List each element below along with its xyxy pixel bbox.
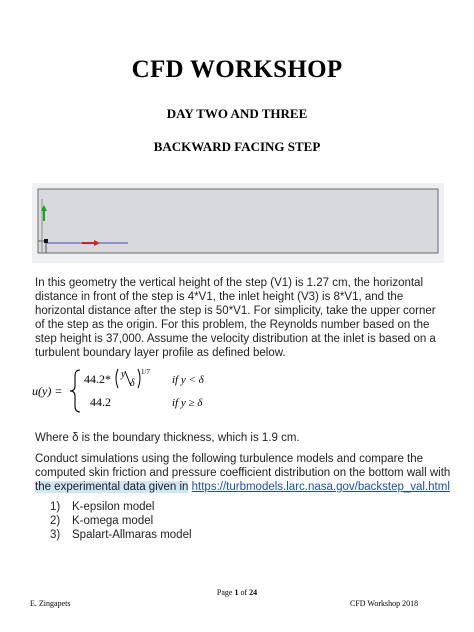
boundary-thickness-note: Where δ is the boundary thickness, which is 1.9 cm. [35,432,300,444]
equation-line1-condition: if y < δ [172,374,204,386]
subtitle-topic: BACKWARD FACING STEP [153,139,321,154]
origin-marker [44,239,48,243]
page-prefix: Page [216,588,235,597]
document-title: CFD WORKSHOP [131,56,343,83]
step-geometry-figure [32,183,444,263]
equation-left-paren [116,369,118,388]
highlighted-text: the experimental data given in [35,481,189,493]
turbulence-model-list [50,500,350,542]
list-item-number: 1) [50,501,61,513]
experimental-data-link[interactable]: https://turbmodels.larc.nasa.gov/backstep_val.html [191,481,450,493]
list-item [50,528,350,542]
list-item [50,514,350,528]
list-item-number: 3) [50,529,61,541]
equation-right-paren [138,369,140,388]
footer-author: E. Zingapets [30,599,71,608]
equation-brace [70,370,80,412]
velocity-profile-equation [32,366,252,416]
conduct-text: Conduct simulations using the following turbulence models and compare the computed skin friction and pressure coefficient distribution on the bottom wall with [35,453,451,479]
list-item-label: Spalart-Allmaras model [72,529,192,541]
page-current: 1 [234,588,239,597]
equation-line2-coef: 44.2 [90,395,111,409]
subtitle-days: DAY TWO AND THREE [166,106,308,121]
list-item-label: K-omega model [72,515,154,527]
list-item [50,500,350,514]
list-item-label: K-epsilon model [72,501,155,513]
equation-line1-exponent: 1/7 [141,368,150,376]
equation-line1-y: y [121,369,126,380]
equation-line2-condition: if y ≥ δ [172,397,203,409]
list-item-number: 2) [50,515,61,527]
equation-line1-delta: δ [130,378,135,389]
equation-line1-coef: 44.2* [84,372,111,386]
equation-lhs: u(y) = [32,384,63,398]
page-number [0,588,474,597]
conduct-instructions [35,452,455,494]
page-mid: of [238,588,250,597]
footer-workshop: CFD Workshop 2018 [350,599,419,608]
problem-description: In this geometry the vertical height of the step (V1) is 1.27 cm, the horizontal distance in front of the step is 4*V1, the inlet height (V3) is 8*V1, and the horizontal distance after the step is 50*V1. For simplicity, take the upper corner of the step as the origin. For this problem, the Reynolds number based on the step height is 37,000. Assume the velocity distribution at the inlet is based on a turbulent boundary layer profile as defined below. [35,277,436,359]
page-total: 24 [249,588,258,597]
